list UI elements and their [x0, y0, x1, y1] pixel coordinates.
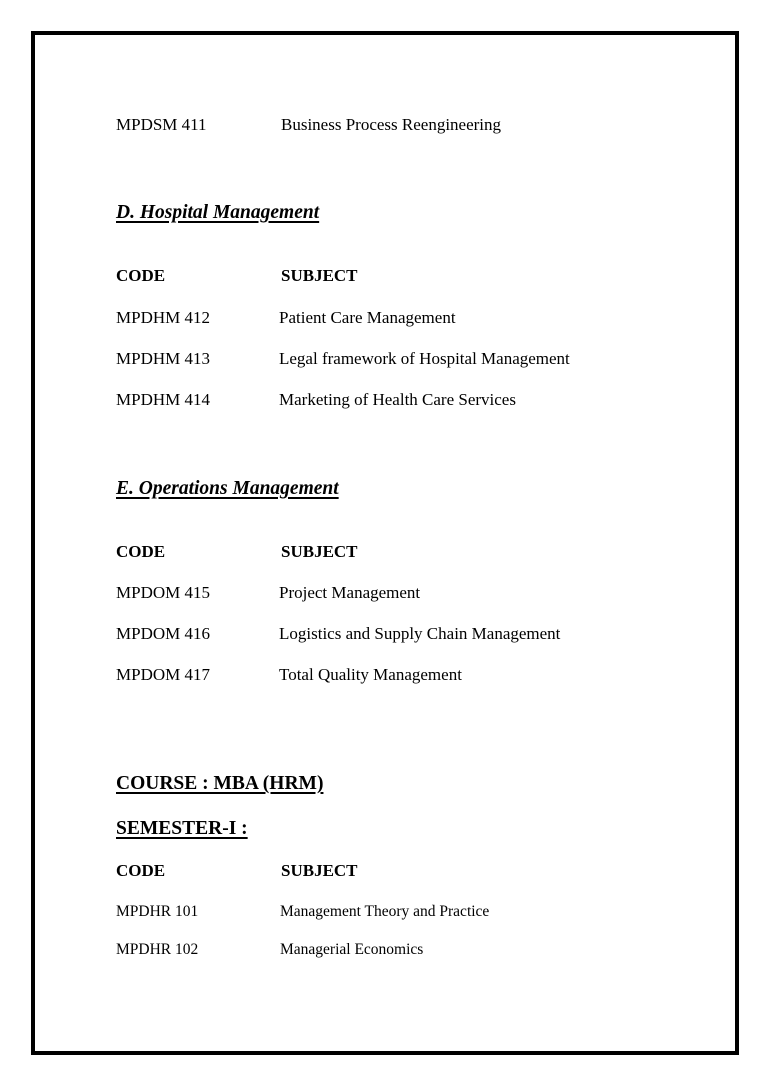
course-subject: Business Process Reengineering: [281, 115, 502, 134]
course-subject: Patient Care Management: [279, 308, 456, 327]
section-title-operations-management: E. Operations Management: [116, 478, 339, 499]
course-subject: Managerial Economics: [280, 941, 424, 958]
column-header-code: CODE: [116, 861, 166, 880]
course-code: MPDHM 412: [116, 308, 210, 327]
course-code: MPDOM 417: [116, 665, 210, 684]
course-code: MPDOM 415: [116, 583, 210, 602]
course-title: COURSE : MBA (HRM): [116, 773, 324, 794]
course-code: MPDHR 102: [116, 941, 199, 958]
column-header-subject: SUBJECT: [281, 861, 358, 880]
course-code: MPDSM 411: [116, 115, 207, 134]
section-title-hospital-management: D. Hospital Management: [116, 202, 320, 223]
course-subject: Project Management: [279, 583, 421, 602]
column-header-code: CODE: [116, 542, 166, 561]
column-header-subject: SUBJECT: [281, 542, 358, 561]
course-subject: Management Theory and Practice: [280, 903, 490, 920]
semester-title: SEMESTER-I :: [116, 818, 248, 839]
course-code: MPDOM 416: [116, 624, 210, 643]
column-header-code: CODE: [116, 266, 166, 285]
course-subject: Total Quality Management: [279, 665, 462, 684]
course-subject: Marketing of Health Care Services: [279, 390, 516, 409]
course-subject: Legal framework of Hospital Management: [279, 349, 570, 368]
course-code: MPDHM 413: [116, 349, 210, 368]
column-header-subject: SUBJECT: [281, 266, 358, 285]
course-code: MPDHM 414: [116, 390, 210, 409]
course-code: MPDHR 101: [116, 903, 199, 920]
course-subject: Logistics and Supply Chain Management: [279, 624, 561, 643]
